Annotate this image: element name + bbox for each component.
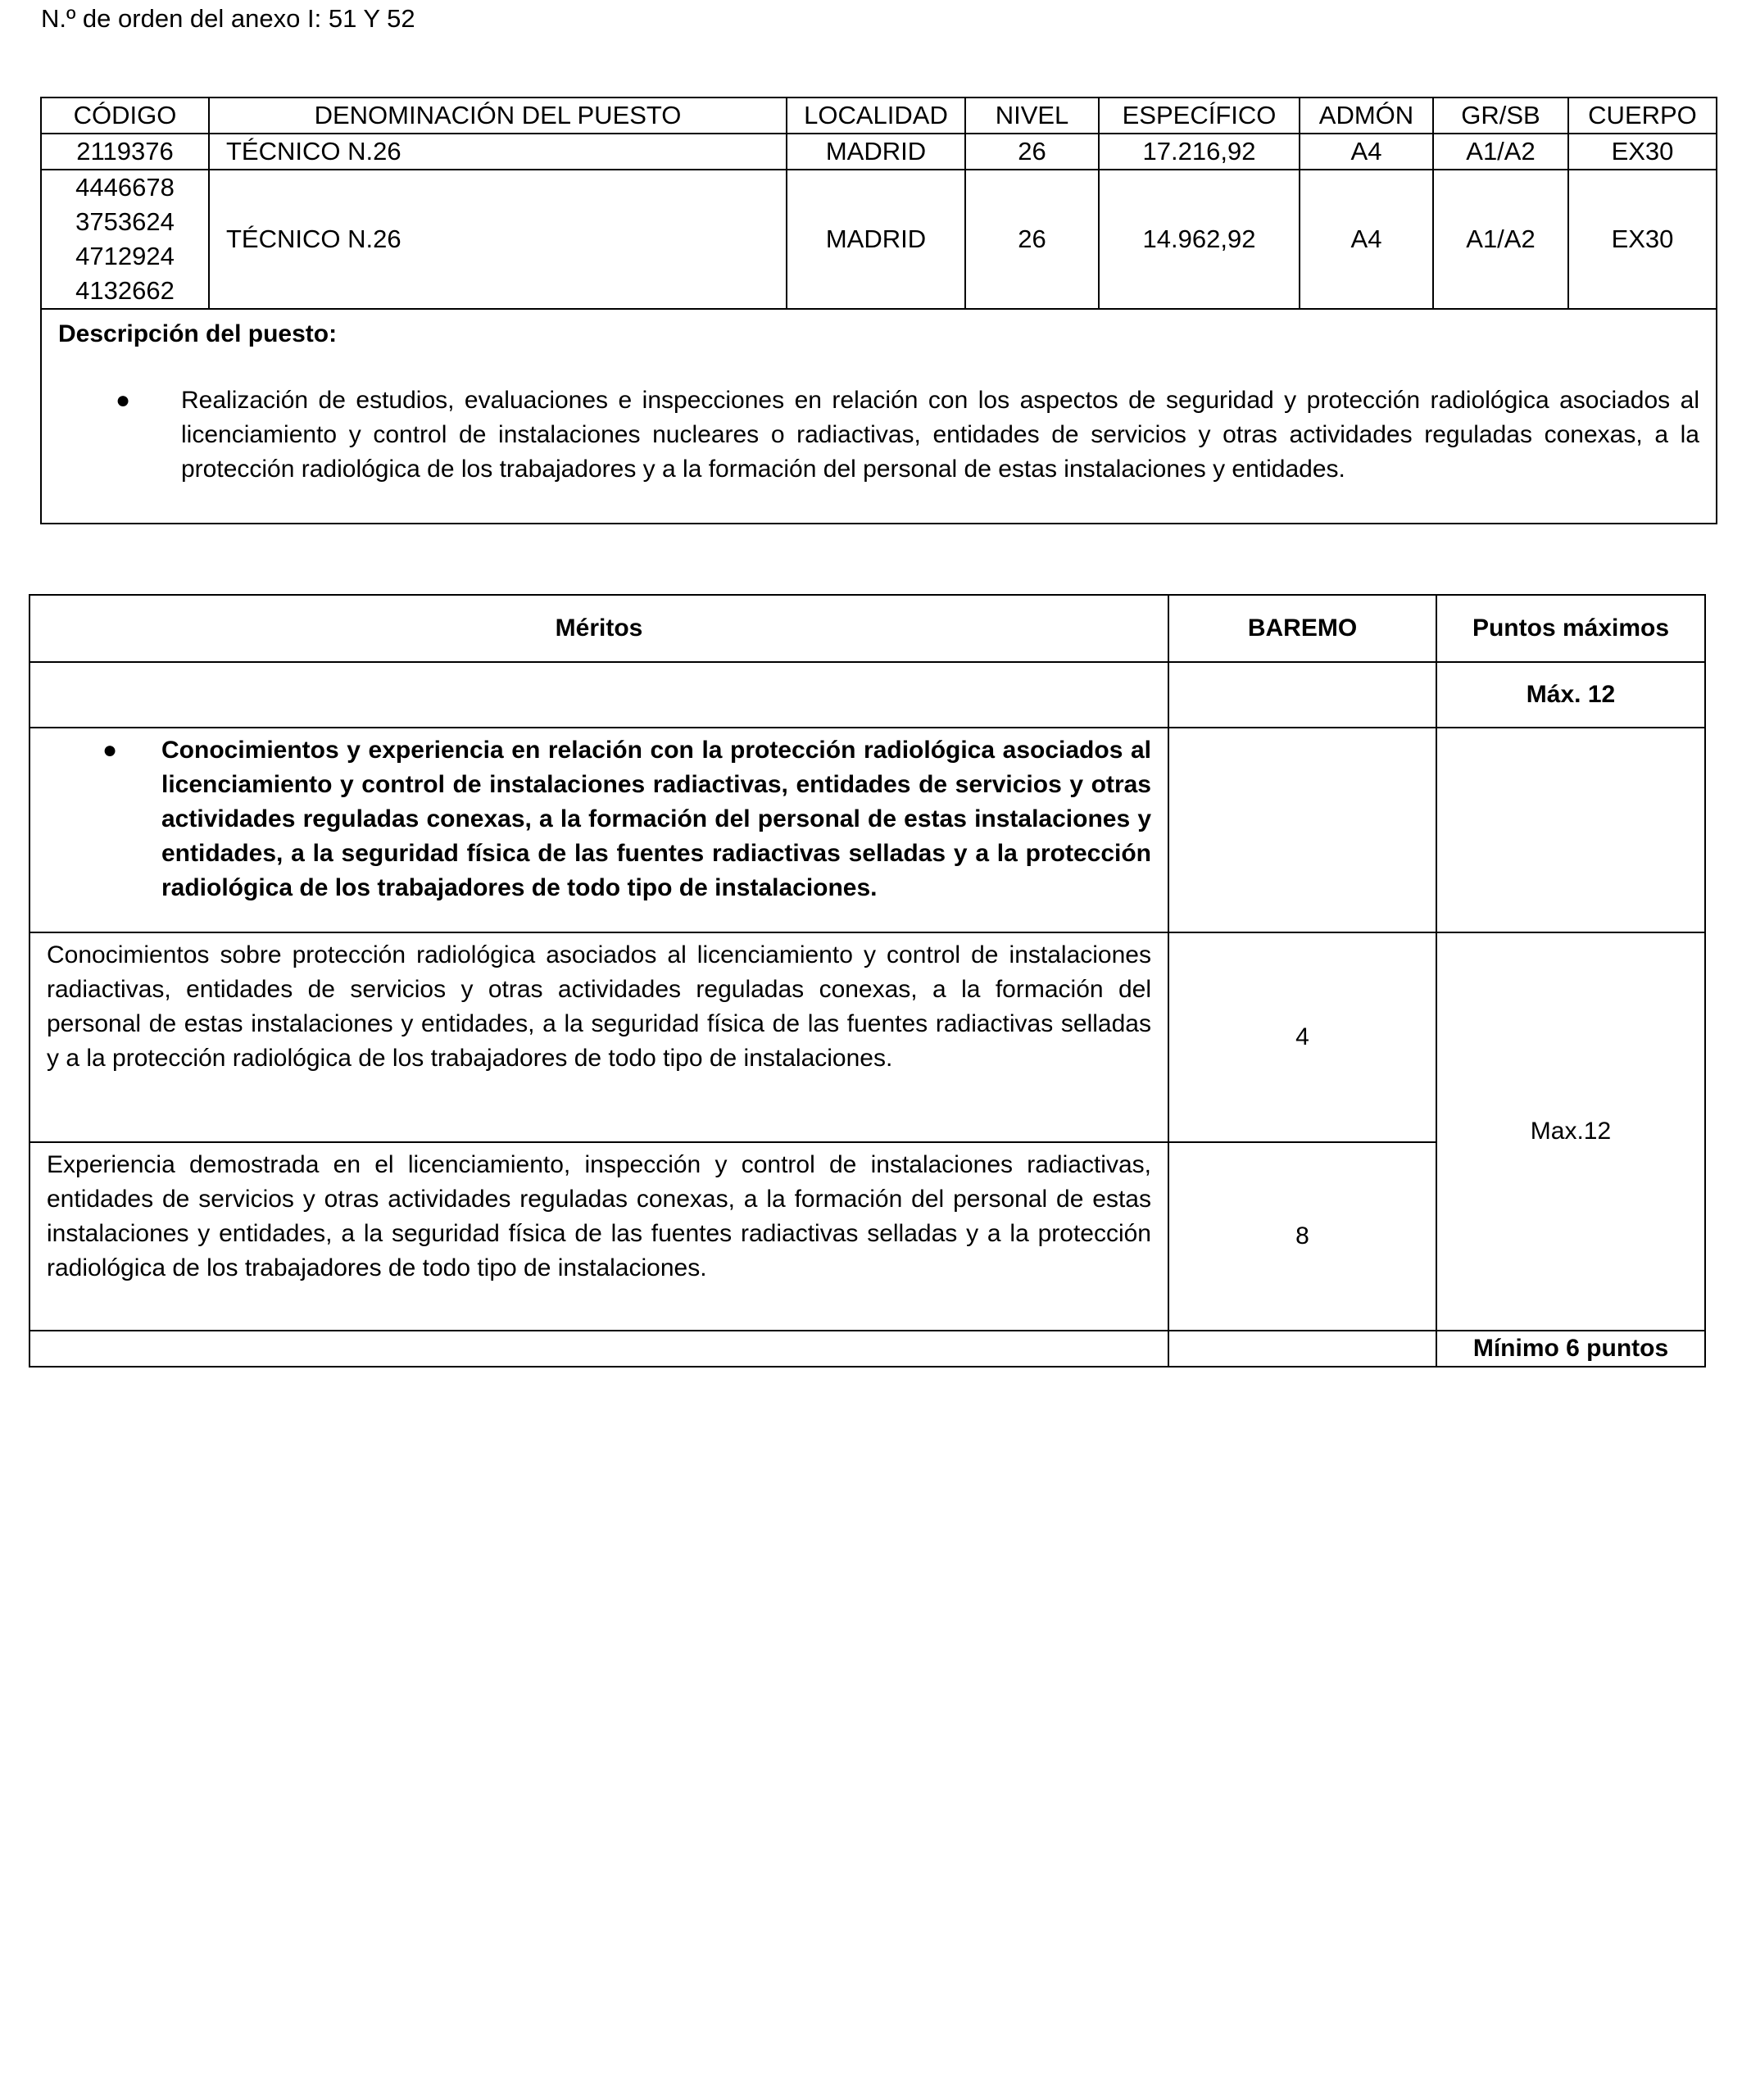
group-cell: A1/A2 bbox=[1433, 134, 1568, 170]
admin-cell: A4 bbox=[1300, 134, 1433, 170]
header-code: CÓDIGO bbox=[41, 98, 209, 134]
code-value: 4712924 bbox=[75, 242, 175, 270]
position-name-cell: TÉCNICO N.26 bbox=[209, 170, 787, 309]
locality-cell: MADRID bbox=[787, 134, 965, 170]
section-title-cell bbox=[29, 728, 1168, 932]
header-admin: ADMÓN bbox=[1300, 98, 1433, 134]
section-bullet bbox=[30, 728, 1168, 905]
empty-cell bbox=[1168, 662, 1436, 728]
merit-score-cell: 8 bbox=[1168, 1142, 1436, 1331]
header-level: NIVEL bbox=[965, 98, 1099, 134]
header-position-name: DENOMINACIÓN DEL PUESTO bbox=[209, 98, 787, 134]
merit-item-row bbox=[29, 932, 1705, 1142]
code-value: 4446678 bbox=[75, 173, 175, 202]
header-group: GR/SB bbox=[1433, 98, 1568, 134]
empty-cell bbox=[29, 1331, 1168, 1367]
description-text: Realización de estudios, evaluaciones e inspecciones en relación con los aspectos de seguridad y protección radiológica asociados al licenciamiento y control de instalaciones nucleares o radiactivas, entidades de servicios y otras actividades reguladas conexas, a la protección radiológica de los trabajadores y a la formación del personal de estas instalaciones y entidades. bbox=[181, 387, 1699, 483]
locality-cell: MADRID bbox=[787, 170, 965, 309]
merits-table-header bbox=[29, 595, 1705, 662]
header-specific: ESPECÍFICO bbox=[1099, 98, 1300, 134]
group-cell: A1/A2 bbox=[1433, 170, 1568, 309]
minimum-row bbox=[29, 1331, 1705, 1367]
minimum-points-cell: Mínimo 6 puntos bbox=[1436, 1331, 1705, 1367]
section-max-cell: Máx. 12 bbox=[1436, 662, 1705, 728]
header-locality: LOCALIDAD bbox=[787, 98, 965, 134]
description-bullet bbox=[58, 383, 1699, 487]
code-cell: 2119376 bbox=[41, 134, 209, 170]
merit-item-text: Conocimientos sobre protección radiológica asociados al licenciamiento y control de instalaciones radiactivas, entidades de servicios y otras actividades reguladas conexas, a la formación del personal de estas instalaciones y entidades, a la seguridad física de las fuentes radiactivas selladas y a la protección radiológica de los trabajadores de todo tipo de instalaciones. bbox=[47, 941, 1151, 1072]
specific-cell: 17.216,92 bbox=[1099, 134, 1300, 170]
merit-item-text: Experiencia demostrada en el licenciamiento, inspección y control de instalaciones radiactivas, entidades de servicios y otras actividades reguladas conexas, a la formación del personal de estas instalaciones y entidades, a la seguridad física de las fuentes radiactivas selladas y a la protección radiológica de los trabajadores de todo tipo de instalaciones. bbox=[47, 1151, 1151, 1281]
table-row bbox=[41, 170, 1717, 309]
section-title: Conocimientos y experiencia en relación con la protección radiológica asociados al licenciamiento y control de instalaciones radiactivas, entidades de servicios y otras actividades reguladas conexas, a la formación del personal de estas instalaciones y entidades, a la seguridad física de las fuentes radiactivas selladas y a la protección radiológica de los trabajadores de todo tipo de instalaciones. bbox=[161, 737, 1151, 901]
specific-cell: 14.962,92 bbox=[1099, 170, 1300, 309]
level-cell: 26 bbox=[965, 170, 1099, 309]
items-max-cell: Max.12 bbox=[1436, 932, 1705, 1331]
merits-table bbox=[29, 594, 1706, 1367]
merit-item-cell bbox=[29, 1142, 1168, 1331]
level-cell: 26 bbox=[965, 134, 1099, 170]
position-table bbox=[40, 97, 1717, 524]
description-cell bbox=[41, 309, 1717, 524]
code-value: 3753624 bbox=[75, 207, 175, 236]
header-body: CUERPO bbox=[1568, 98, 1717, 134]
body-cell: EX30 bbox=[1568, 134, 1717, 170]
description-title: Descripción del puesto: bbox=[58, 320, 338, 347]
section-title-row bbox=[29, 728, 1705, 932]
position-table-header bbox=[41, 98, 1717, 134]
header-max-points: Puntos máximos bbox=[1436, 595, 1705, 662]
description-row bbox=[41, 309, 1717, 524]
bullet-icon: ● bbox=[116, 387, 131, 414]
empty-cell bbox=[29, 662, 1168, 728]
position-name-cell: TÉCNICO N.26 bbox=[209, 134, 787, 170]
bullet-icon: ● bbox=[102, 737, 118, 764]
table-row bbox=[41, 134, 1717, 170]
empty-cell bbox=[1168, 728, 1436, 932]
code-value: 4132662 bbox=[75, 276, 175, 305]
code-cell bbox=[41, 170, 209, 309]
annex-order-title: N.º de orden del anexo I: 51 Y 52 bbox=[41, 4, 415, 33]
empty-cell bbox=[1436, 728, 1705, 932]
section-max-row bbox=[29, 662, 1705, 728]
header-scale: BAREMO bbox=[1168, 595, 1436, 662]
body-cell: EX30 bbox=[1568, 170, 1717, 309]
header-merits: Méritos bbox=[29, 595, 1168, 662]
merit-score-cell: 4 bbox=[1168, 932, 1436, 1142]
admin-cell: A4 bbox=[1300, 170, 1433, 309]
merit-item-cell bbox=[29, 932, 1168, 1142]
empty-cell bbox=[1168, 1331, 1436, 1367]
